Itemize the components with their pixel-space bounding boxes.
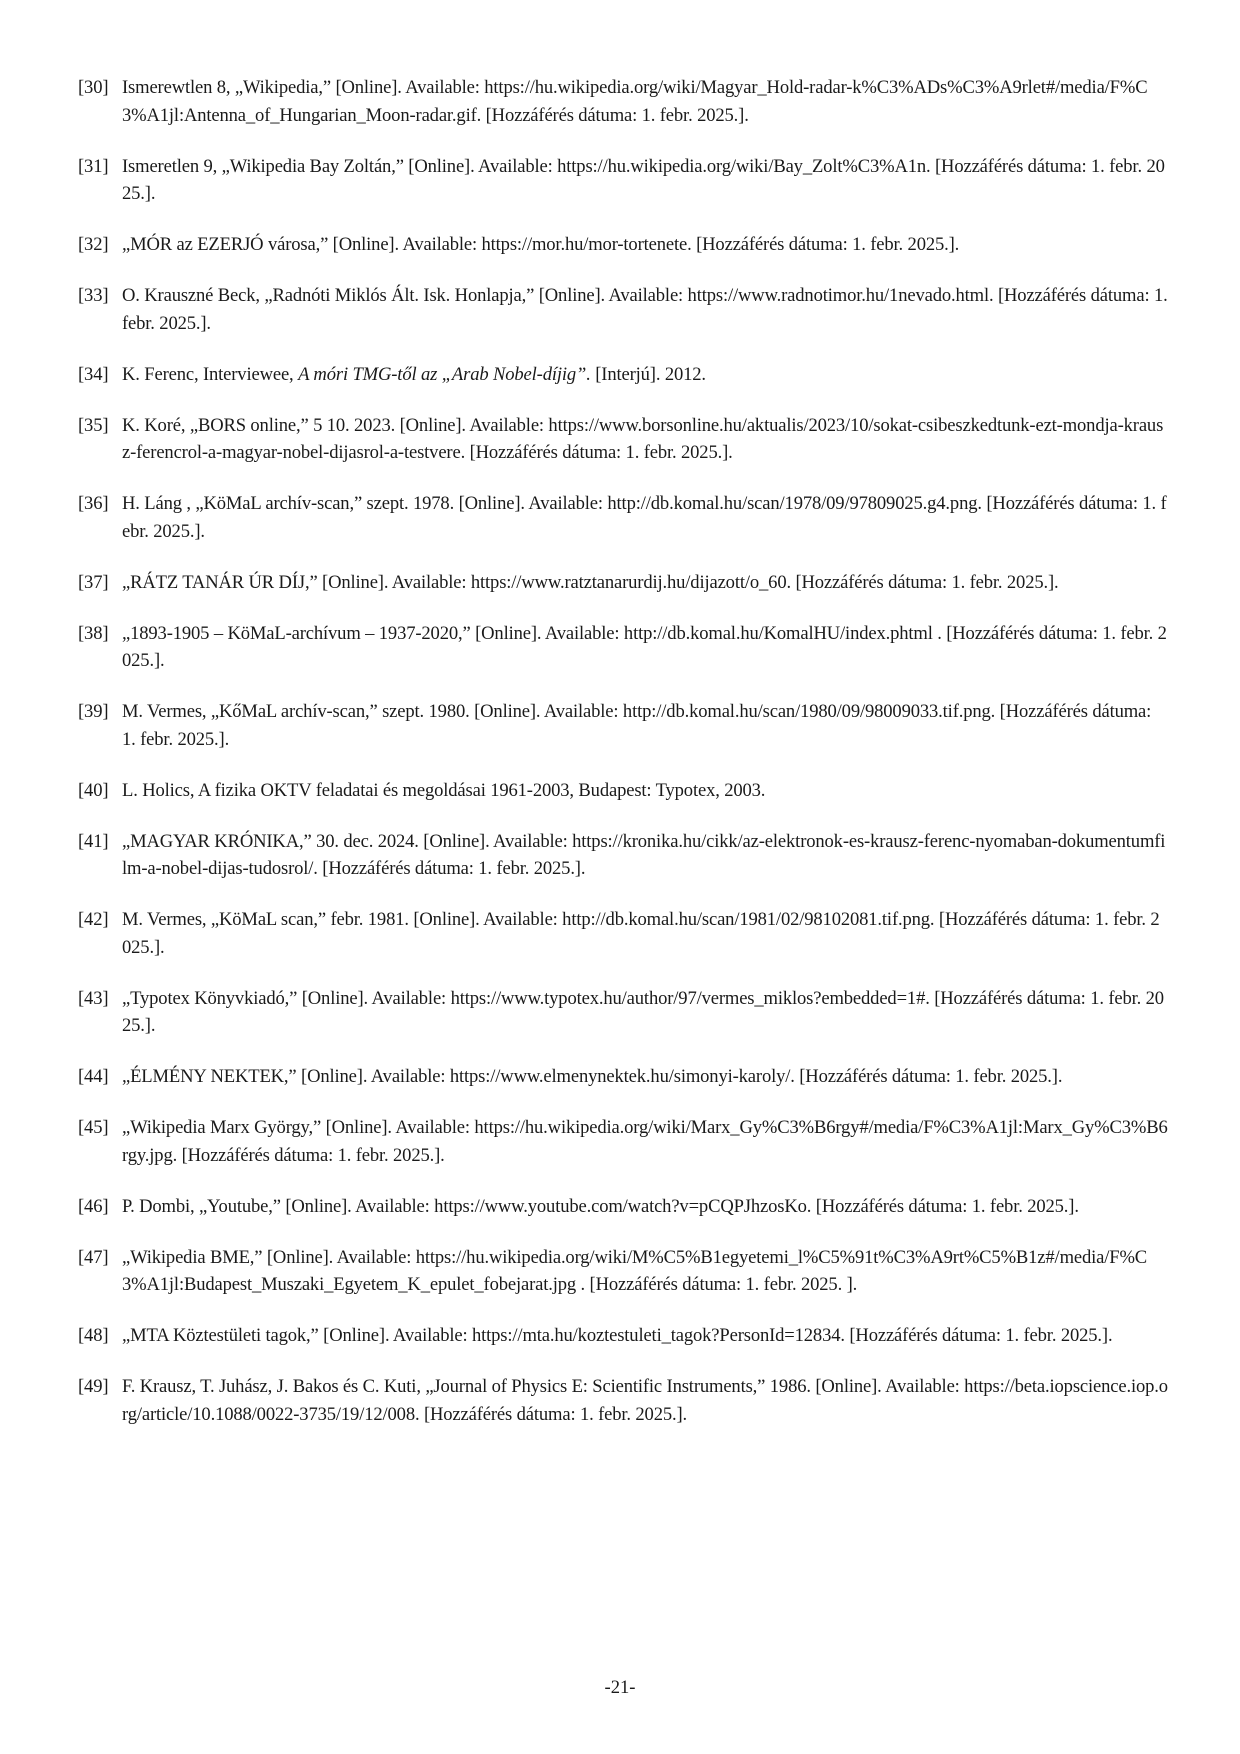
reference-text bbox=[122, 231, 1168, 259]
reference-text bbox=[122, 1244, 1168, 1299]
reference-text bbox=[122, 1063, 1168, 1091]
reference-text-main: M. Vermes, „KöMaL scan,” febr. 1981. [Online]. Available: http://db.komal.hu/scan/1981/02/98102081.tif.png. [Hozzáférés dátuma: 1. febr. 2025.]. bbox=[122, 909, 1160, 958]
reference-title-italic: A móri TMG-től az „Arab Nobel-díjig”. bbox=[298, 363, 591, 385]
reference-number: [38] bbox=[78, 622, 109, 644]
reference-text bbox=[122, 282, 1168, 337]
reference-text bbox=[122, 1193, 1168, 1221]
reference-item bbox=[78, 153, 1168, 208]
reference-text bbox=[122, 569, 1168, 597]
reference-number: [32] bbox=[78, 234, 109, 255]
reference-item bbox=[78, 1322, 1168, 1350]
reference-item bbox=[78, 282, 1168, 337]
reference-number: [41] bbox=[78, 830, 109, 852]
reference-number: [39] bbox=[78, 701, 109, 722]
reference-text bbox=[122, 490, 1168, 545]
reference-number: [34] bbox=[78, 363, 109, 385]
reference-item bbox=[78, 231, 1168, 259]
reference-item bbox=[78, 1063, 1168, 1091]
reference-text-main: „Wikipedia Marx György,” [Online]. Available: https://hu.wikipedia.org/wiki/Marx_Gy%C3%B6rgy#/media/F%C3%A1jl:Marx_Gy%C3%B6rgy.jpg. [Hozzáférés dátuma: 1. febr. 2025.]. bbox=[122, 1117, 1168, 1166]
page-number: -21- bbox=[604, 1677, 636, 1698]
reference-text-tail: [Interjú]. 2012. bbox=[590, 363, 706, 385]
reference-number: [47] bbox=[78, 1246, 109, 1268]
reference-text bbox=[122, 74, 1168, 129]
reference-text bbox=[122, 828, 1168, 883]
reference-item bbox=[78, 569, 1168, 597]
reference-item bbox=[78, 1244, 1168, 1299]
reference-item bbox=[78, 620, 1168, 675]
reference-number: [42] bbox=[78, 909, 109, 930]
reference-text bbox=[122, 985, 1168, 1040]
reference-number: [48] bbox=[78, 1325, 109, 1346]
reference-number: [33] bbox=[78, 285, 109, 306]
reference-text bbox=[122, 153, 1168, 208]
reference-item bbox=[78, 777, 1168, 805]
reference-text bbox=[122, 1322, 1168, 1350]
reference-text-main: K. Ferenc, Interviewee, bbox=[122, 363, 299, 385]
reference-number: [43] bbox=[78, 987, 109, 1009]
reference-text-main: O. Krauszné Beck, „Radnóti Miklós Ált. Isk. Honlapja,” [Online]. Available: https://www.radnotimor.hu/1nevado.html. [Hozzáférés dátuma: 1. febr. 2025.]. bbox=[122, 285, 1168, 334]
reference-text bbox=[122, 1114, 1168, 1169]
reference-number: [46] bbox=[78, 1195, 109, 1217]
reference-number: [37] bbox=[78, 571, 109, 593]
reference-item bbox=[78, 412, 1168, 467]
reference-text-main: „MAGYAR KRÓNIKA,” 30. dec. 2024. [Online]. Available: https://kronika.hu/cikk/az-elektronok-es-krausz-ferenc-nyomaban-dokumentumfilm-a-nobel-dijas-tudosrol/. [Hozzáférés dátuma: 1. febr. 2025.]. bbox=[122, 830, 1166, 879]
reference-text-main: „ÉLMÉNY NEKTEK,” [Online]. Available: https://www.elmenynektek.hu/simonyi-karoly/. [Hozzáférés dátuma: 1. febr. 2025.]. bbox=[122, 1066, 1063, 1087]
reference-text-main: Ismerewtlen 8, „Wikipedia,” [Online]. Available: https://hu.wikipedia.org/wiki/Magyar_Hold-radar-k%C3%ADs%C3%A9rlet#/media/F%C3%A1jl:Antenna_of_Hungarian_Moon-radar.gif. [Hozzáférés dátuma: 1. febr. 2025.]. bbox=[122, 77, 1148, 126]
reference-text-main: „MTA Köztestületi tagok,” [Online]. Available: https://mta.hu/koztestuleti_tagok?PersonId=12834. [Hozzáférés dátuma: 1. febr. 2025.]. bbox=[122, 1325, 1113, 1346]
reference-number: [36] bbox=[78, 493, 109, 514]
reference-text bbox=[122, 777, 1168, 805]
reference-text bbox=[122, 620, 1168, 675]
reference-item bbox=[78, 985, 1168, 1040]
reference-text-main: Ismeretlen 9, „Wikipedia Bay Zoltán,” [Online]. Available: https://hu.wikipedia.org/wiki/Bay_Zolt%C3%A1n. [Hozzáférés dátuma: 1. febr. 2025.]. bbox=[122, 155, 1165, 204]
reference-text-main: „1893-1905 – KöMaL-archívum – 1937-2020,” [Online]. Available: http://db.komal.hu/KomalHU/index.phtml . [Hozzáférés dátuma: 1. febr. 2025.]. bbox=[122, 622, 1167, 671]
reference-number: [45] bbox=[78, 1117, 109, 1138]
reference-text-main: L. Holics, A fizika OKTV feladatai és megoldásai 1961-2003, Budapest: Typotex, 2003. bbox=[122, 779, 766, 801]
reference-item bbox=[78, 906, 1168, 961]
reference-list bbox=[78, 74, 1168, 1452]
reference-text-main: „Typotex Könyvkiadó,” [Online]. Available: https://www.typotex.hu/author/97/vermes_miklos?embedded=1#. [Hozzáférés dátuma: 1. febr. 2025.]. bbox=[122, 987, 1164, 1036]
reference-number: [30] bbox=[78, 77, 109, 98]
reference-text-main: K. Koré, „BORS online,” 5 10. 2023. [Online]. Available: https://www.borsonline.hu/aktualis/2023/10/sokat-csibeszkedtunk-ezt-mondja-krausz-ferencrol-a-magyar-nobel-dijasrol-a-testvere. [Hozzáférés dátuma: 1. febr. 2025.]. bbox=[122, 414, 1164, 463]
reference-item bbox=[78, 1193, 1168, 1221]
reference-text-main: M. Vermes, „KőMaL archív-scan,” szept. 1980. [Online]. Available: http://db.komal.hu/scan/1980/09/98009033.tif.png. [Hozzáférés dátuma: 1. febr. 2025.]. bbox=[122, 701, 1152, 750]
reference-text-main: P. Dombi, „Youtube,” [Online]. Available: https://www.youtube.com/watch?v=pCQPJhzosKo. [Hozzáférés dátuma: 1. febr. 2025.]. bbox=[122, 1195, 1079, 1217]
reference-text bbox=[122, 1373, 1168, 1428]
reference-item bbox=[78, 1114, 1168, 1169]
reference-number: [44] bbox=[78, 1066, 109, 1087]
reference-item bbox=[78, 1373, 1168, 1428]
reference-text bbox=[122, 906, 1168, 961]
reference-text-main: „RÁTZ TANÁR ÚR DÍJ,” [Online]. Available: https://www.ratztanarurdij.hu/dijazott/o_60. [Hozzáférés dátuma: 1. febr. 2025.]. bbox=[122, 571, 1059, 593]
reference-text-main: F. Krausz, T. Juhász, J. Bakos és C. Kuti, „Journal of Physics E: Scientific Instruments,” 1986. [Online]. Available: https://beta.iopscience.iop.org/article/10.1088/0022-3735/19/12/008. [Hozzáférés dátuma: 1. febr. 2025.]. bbox=[122, 1376, 1168, 1425]
reference-text bbox=[122, 412, 1168, 467]
reference-number: [40] bbox=[78, 779, 109, 801]
reference-item bbox=[78, 490, 1168, 545]
reference-item bbox=[78, 698, 1168, 753]
reference-item bbox=[78, 74, 1168, 129]
reference-number: [35] bbox=[78, 414, 109, 436]
reference-number: [49] bbox=[78, 1376, 109, 1397]
reference-number: [31] bbox=[78, 155, 109, 177]
reference-text-main: „Wikipedia BME,” [Online]. Available: https://hu.wikipedia.org/wiki/M%C5%B1egyetemi_l%C5%91t%C3%A9rt%C5%B1z#/media/F%C3%A1jl:Budapest_Muszaki_Egyetem_K_epulet_fobejarat.jpg . [Hozzáférés dátuma: 1. febr. 2025. ]. bbox=[122, 1246, 1148, 1295]
reference-item bbox=[78, 361, 1168, 389]
reference-text bbox=[122, 361, 1168, 389]
reference-text bbox=[122, 698, 1168, 753]
reference-text-main: H. Láng , „KöMaL archív-scan,” szept. 1978. [Online]. Available: http://db.komal.hu/scan/1978/09/97809025.g4.png. [Hozzáférés dátuma: 1. febr. 2025.]. bbox=[122, 493, 1167, 542]
reference-item bbox=[78, 828, 1168, 883]
reference-text-main: „MÓR az EZERJÓ városa,” [Online]. Available: https://mor.hu/mor-tortenete. [Hozzáférés dátuma: 1. febr. 2025.]. bbox=[122, 234, 960, 255]
